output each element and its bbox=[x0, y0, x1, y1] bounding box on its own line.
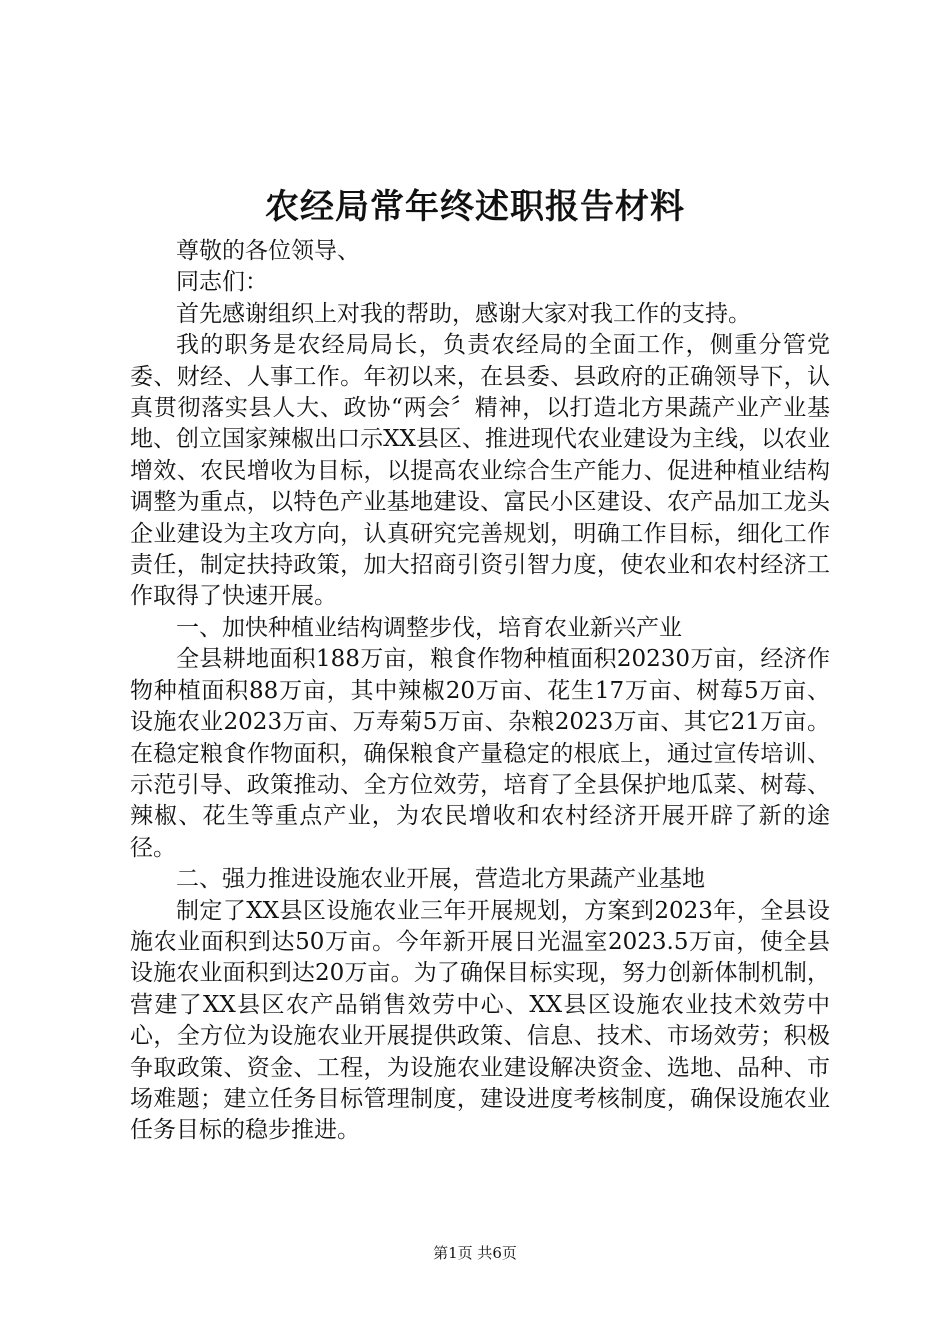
paragraph-facility-agriculture: 制定了XX县区设施农业三年开展规划，方案到2023年，全县设施农业面积到达50万亩。今年新开展日光温室2023.5万亩，使全县设施农业面积到达20万亩。为了确保目标实现，努力创新体制机制，营建了XX县区农产品销售效劳中心、XX县区设施农业技术效劳中心，全方位为设施农业开展提供政策、信息、技术、市场效劳；积极争取政策、资金、工程，为设施农业建设解决资金、选地、品种、市场难题；建立任务目标管理制度，建设进度考核制度，确保设施农业任务目标的稳步推进。 bbox=[130, 897, 830, 1144]
section-heading-2: 二、强力推进设施农业开展，营造北方果蔬产业基地 bbox=[176, 866, 705, 893]
page-number: 第1页 共6页 bbox=[433, 1244, 517, 1262]
salutation-line-1: 尊敬的各位领导、 bbox=[176, 238, 360, 264]
document-title: 农经局常年终述职报告材料 bbox=[265, 187, 685, 227]
paragraph-planting: 全县耕地面积188万亩，粮食作物种植面积20230万亩，经济作物种植面积88万亩，其中辣椒20万亩、花生17万亩、树莓5万亩、设施农业2023万亩、万寿菊5万亩、杂粮2023万亩、其它21万亩。在稳定粮食作物面积，确保粮食产量稳定的根底上，通过宣传培训、示范引导、政策推动、全方位效劳，培育了全县保护地瓜菜、树莓、辣椒、花生等重点产业，为农民增收和农村经济开展开辟了新的途径。 bbox=[130, 646, 830, 861]
salutation-line-2: 同志们： bbox=[176, 269, 268, 296]
paragraph-duties: 我的职务是农经局局长，负责农经局的全面工作，侧重分管党委、财经、人事工作。年初以来，在县委、县政府的正确领导下，认真贯彻落实县人大、政协“两会〞精神，以打造北方果蔬产业产业基地、创立国家辣椒出口示XX县区、推进现代农业建设为主线，以农业增效、农民增收为目标，以提高农业综合生产能力、促进种植业结构调整为重点，以特色产业基地建设、富民小区建设、农产品加工龙头企业建设为主攻方向，认真研究完善规划，明确工作目标，细化工作责任，制定扶持政策，加大招商引资引智力度，使农业和农村经济工作取得了快速开展。 bbox=[130, 332, 830, 610]
section-heading-1: 一、加快种植业结构调整步伐，培育农业新兴产业 bbox=[176, 614, 682, 641]
document-body bbox=[130, 236, 830, 1147]
paragraph-thanks: 首先感谢组织上对我的帮助，感谢大家对我工作的支持。 bbox=[176, 300, 751, 327]
